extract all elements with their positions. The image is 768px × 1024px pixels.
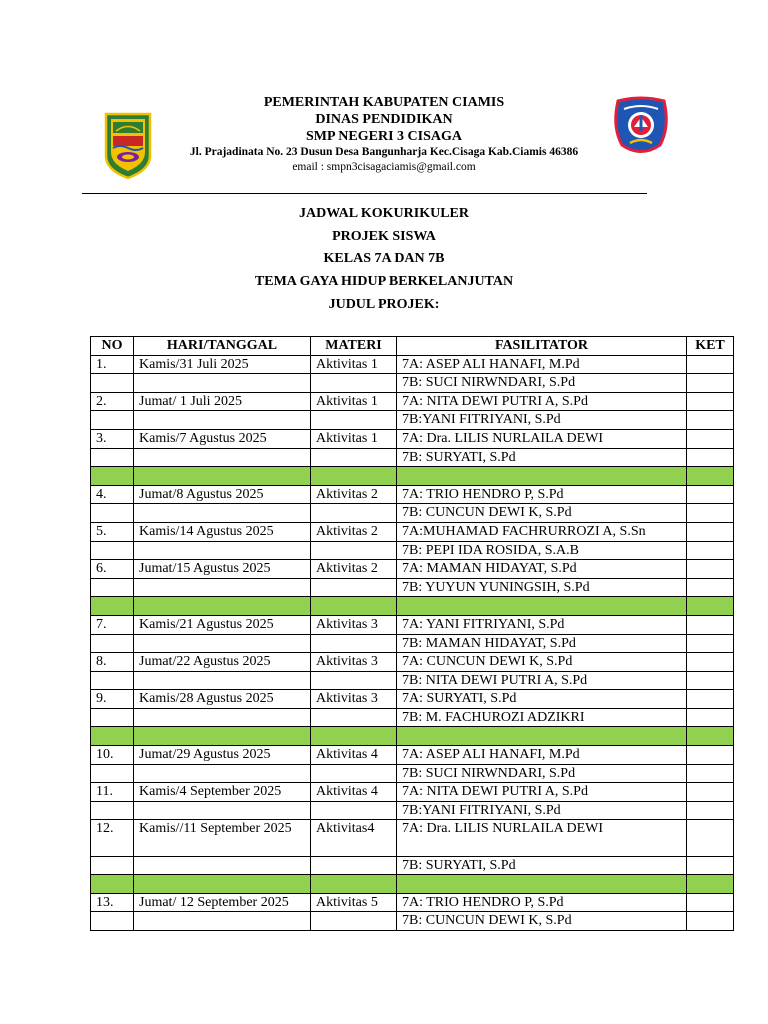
table-row (91, 504, 734, 523)
table-row (91, 578, 734, 597)
row-materi: Aktivitas4 (311, 820, 397, 856)
row-ket (687, 893, 734, 912)
row-date: Kamis/14 Agustus 2025 (134, 522, 311, 541)
table-row (91, 653, 734, 672)
row-ket (687, 615, 734, 634)
row-facilitator-7a: 7A: NITA DEWI PUTRI A, S.Pd (397, 392, 687, 411)
row-facilitator-7b: 7B: YUYUN YUNINGSIH, S.Pd (397, 578, 687, 597)
column-header-fasilitator: FASILITATOR (397, 337, 687, 356)
row-date: Kamis/31 Juli 2025 (134, 355, 311, 374)
row-date: Jumat/ 1 Juli 2025 (134, 392, 311, 411)
row-facilitator-7a: 7A: TRIO HENDRO P, S.Pd (397, 893, 687, 912)
row-date: Kamis//11 September 2025 (134, 820, 311, 856)
letterhead-text (130, 94, 638, 174)
row-materi: Aktivitas 1 (311, 355, 397, 374)
table-row (91, 820, 734, 856)
table-row (91, 671, 734, 690)
letterhead-divider (82, 193, 647, 194)
row-ket (687, 690, 734, 709)
table-row (91, 355, 734, 374)
row-no: 1. (91, 355, 134, 374)
row-facilitator-7a: 7A: SURYATI, S.Pd (397, 690, 687, 709)
row-ket (687, 485, 734, 504)
table-row (91, 856, 734, 875)
department-name: DINAS PENDIDIKAN (315, 112, 453, 127)
row-ket (687, 522, 734, 541)
row-facilitator-7b: 7B: SUCI NIRWNDARI, S.Pd (397, 764, 687, 783)
row-facilitator-7a: 7A: ASEP ALI HANAFI, M.Pd (397, 355, 687, 374)
row-date: Jumat/15 Agustus 2025 (134, 560, 311, 579)
row-no: 8. (91, 653, 134, 672)
school-name: SMP NEGERI 3 CISAGA (306, 129, 462, 144)
row-facilitator-7a: 7A: Dra. LILIS NURLAILA DEWI (397, 429, 687, 448)
row-facilitator-7b: 7B: SURYATI, S.Pd (397, 448, 687, 467)
row-ket (687, 820, 734, 856)
row-facilitator-7a: 7A: CUNCUN DEWI K, S.Pd (397, 653, 687, 672)
table-row (91, 541, 734, 560)
row-date: Kamis/28 Agustus 2025 (134, 690, 311, 709)
row-facilitator-7b: 7B: CUNCUN DEWI K, S.Pd (397, 504, 687, 523)
row-no: 4. (91, 485, 134, 504)
column-header-materi: MATERI (311, 337, 397, 356)
table-row (91, 448, 734, 467)
government-name: PEMERINTAH KABUPATEN CIAMIS (263, 95, 505, 110)
table-row (91, 893, 734, 912)
row-materi: Aktivitas 4 (311, 783, 397, 802)
row-facilitator-7b: 7B: SURYATI, S.Pd (397, 856, 687, 875)
column-header-ket: KET (687, 337, 734, 356)
title-project: PROJEK SISWA (332, 228, 436, 244)
school-email: email : smpn3cisagaciamis@gmail.com (292, 161, 476, 173)
row-no: 5. (91, 522, 134, 541)
document-titles (80, 203, 688, 317)
row-facilitator-7b: 7B: M. FACHUROZI ADZIKRI (397, 708, 687, 727)
table-row (91, 429, 734, 448)
row-materi: Aktivitas 1 (311, 392, 397, 411)
row-no: 6. (91, 560, 134, 579)
row-facilitator-7a: 7A: Dra. LILIS NURLAILA DEWI (397, 820, 687, 856)
row-date: Kamis/21 Agustus 2025 (134, 615, 311, 634)
separator-row (91, 597, 734, 616)
row-ket (687, 392, 734, 411)
row-no: 3. (91, 429, 134, 448)
row-materi: Aktivitas 3 (311, 690, 397, 709)
title-schedule: JADWAL KOKURIKULER (299, 206, 469, 221)
table-row (91, 708, 734, 727)
row-no: 12. (91, 820, 134, 856)
row-materi: Aktivitas 1 (311, 429, 397, 448)
row-date: Kamis/7 Agustus 2025 (134, 429, 311, 448)
letterhead (0, 0, 768, 200)
row-materi: Aktivitas 4 (311, 746, 397, 765)
table-row (91, 615, 734, 634)
row-facilitator-7b: 7B: PEPI IDA ROSIDA, S.A.B (397, 541, 687, 560)
column-header-no: NO (91, 337, 134, 356)
row-date: Jumat/29 Agustus 2025 (134, 746, 311, 765)
row-facilitator-7a: 7A: YANI FITRIYANI, S.Pd (397, 615, 687, 634)
row-ket (687, 746, 734, 765)
table-row (91, 485, 734, 504)
row-date: Kamis/4 September 2025 (134, 783, 311, 802)
title-theme: TEMA GAYA HIDUP BERKELANJUTAN (254, 274, 514, 290)
schedule-table (90, 336, 734, 931)
row-date: Jumat/ 12 September 2025 (134, 893, 311, 912)
table-row (91, 560, 734, 579)
table-row (91, 690, 734, 709)
row-ket (687, 429, 734, 448)
table-row (91, 392, 734, 411)
row-facilitator-7a: 7A: TRIO HENDRO P, S.Pd (397, 485, 687, 504)
school-address: Jl. Prajadinata No. 23 Dusun Desa Bangunharja Kec.Cisaga Kab.Ciamis 46386 (189, 146, 579, 158)
row-no: 11. (91, 783, 134, 802)
table-row (91, 374, 734, 393)
row-ket (687, 355, 734, 374)
row-no: 10. (91, 746, 134, 765)
row-materi: Aktivitas 3 (311, 653, 397, 672)
title-class: KELAS 7A DAN 7B (323, 251, 445, 267)
separator-row (91, 727, 734, 746)
row-no: 9. (91, 690, 134, 709)
table-row (91, 801, 734, 820)
row-facilitator-7b: 7B: MAMAN HIDAYAT, S.Pd (397, 634, 687, 653)
column-header-date: HARI/TANGGAL (134, 337, 311, 356)
row-materi: Aktivitas 5 (311, 893, 397, 912)
row-facilitator-7a: 7A: MAMAN HIDAYAT, S.Pd (397, 560, 687, 579)
table-header-row (91, 337, 734, 356)
separator-row (91, 875, 734, 894)
row-date: Jumat/8 Agustus 2025 (134, 485, 311, 504)
row-facilitator-7a: 7A: ASEP ALI HANAFI, M.Pd (397, 746, 687, 765)
table-row (91, 634, 734, 653)
row-ket (687, 653, 734, 672)
row-facilitator-7a: 7A:MUHAMAD FACHRURROZI A, S.Sn (397, 522, 687, 541)
row-no: 7. (91, 615, 134, 634)
row-facilitator-7b: 7B:YANI FITRIYANI, S.Pd (397, 801, 687, 820)
row-materi: Aktivitas 2 (311, 485, 397, 504)
row-facilitator-7b: 7B: NITA DEWI PUTRI A, S.Pd (397, 671, 687, 690)
table-row (91, 783, 734, 802)
row-materi: Aktivitas 2 (311, 522, 397, 541)
row-date: Jumat/22 Agustus 2025 (134, 653, 311, 672)
row-ket (687, 783, 734, 802)
separator-row (91, 467, 734, 486)
row-no: 13. (91, 893, 134, 912)
table-row (91, 912, 734, 931)
row-ket (687, 560, 734, 579)
table-row (91, 522, 734, 541)
table-row (91, 764, 734, 783)
row-facilitator-7b: 7B:YANI FITRIYANI, S.Pd (397, 411, 687, 430)
title-project-name: JUDUL PROJEK: (328, 296, 440, 312)
row-no: 2. (91, 392, 134, 411)
row-materi: Aktivitas 3 (311, 615, 397, 634)
row-facilitator-7b: 7B: CUNCUN DEWI K, S.Pd (397, 912, 687, 931)
table-row (91, 746, 734, 765)
row-facilitator-7b: 7B: SUCI NIRWNDARI, S.Pd (397, 374, 687, 393)
row-facilitator-7a: 7A: NITA DEWI PUTRI A, S.Pd (397, 783, 687, 802)
table-row (91, 411, 734, 430)
row-materi: Aktivitas 2 (311, 560, 397, 579)
